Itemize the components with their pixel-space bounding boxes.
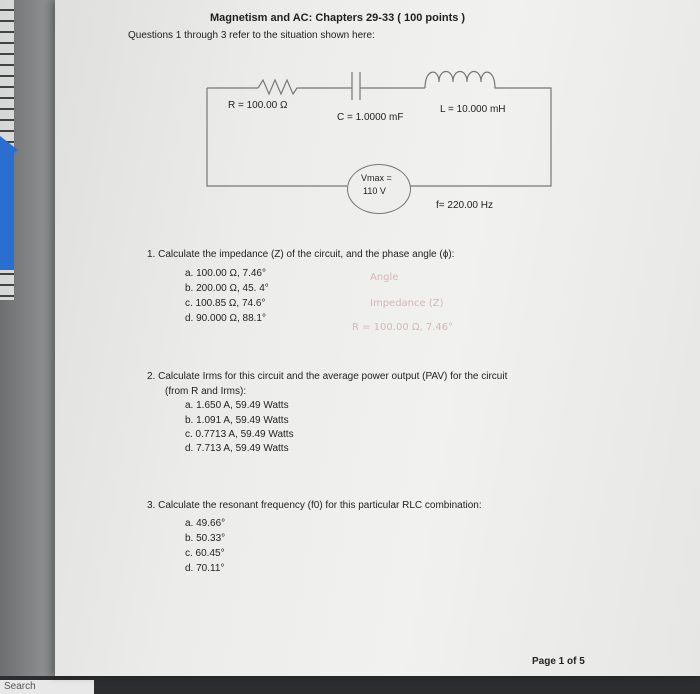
inductor-icon (425, 72, 520, 89)
pencil-note-2: Impedance (Z) (370, 298, 444, 309)
capacitor-icon (345, 72, 425, 100)
resistor-icon (258, 80, 345, 94)
q1-option-c: c. 100.85 Ω, 74.6° (185, 298, 266, 309)
pencil-note-1: Angle (370, 272, 399, 283)
wire-right (409, 88, 551, 186)
q2-option-c: c. 0.7713 A, 59.49 Watts (185, 429, 294, 440)
page-number: Page 1 of 5 (532, 656, 585, 667)
question-2-cont: (from R and Irms): (165, 386, 247, 397)
question-1: 1. Calculate the impedance (Z) of the circuit, and the phase angle (ϕ): (147, 249, 455, 260)
q3-option-a: a. 49.66° (185, 518, 226, 529)
q2-option-a: a. 1.650 A, 59.49 Watts (185, 400, 289, 411)
source-label-1: Vmax = (361, 173, 392, 183)
taskbar (0, 676, 700, 694)
pencil-note-3: R = 100.00 Ω, 7.46° (352, 322, 454, 333)
q3-option-b: b. 50.33° (185, 533, 226, 544)
q2-option-b: b. 1.091 A, 59.49 Watts (185, 415, 289, 426)
question-2: 2. Calculate Irms for this circuit and the average power output (PAV) for the circuit (147, 371, 508, 382)
sheet-title: Magnetism and AC: Chapters 29-33 ( 100 points ) (210, 12, 466, 24)
q3-option-c: c. 60.45° (185, 548, 225, 559)
inductor-label: L = 10.000 mH (440, 104, 506, 115)
q1-option-a: a. 100.00 Ω, 7.46° (185, 268, 266, 279)
q2-option-d: d. 7.713 A, 59.49 Watts (185, 443, 289, 454)
sheet-intro: Questions 1 through 3 refer to the situation shown here: (128, 30, 375, 41)
question-3: 3. Calculate the resonant frequency (f0) for this particular RLC combination: (147, 500, 482, 511)
q1-option-b: b. 200.00 Ω, 45. 4° (185, 283, 269, 294)
resistor-label: R = 100.00 Ω (228, 100, 288, 111)
circuit-diagram (0, 0, 700, 260)
source-label-2: 110 V (363, 186, 386, 196)
taskbar-search[interactable]: Search (0, 680, 94, 694)
q1-option-d: d. 90.000 Ω, 88.1° (185, 313, 266, 324)
q3-option-d: d. 70.11° (185, 563, 225, 574)
frequency-label: f= 220.00 Hz (436, 200, 493, 211)
capacitor-label: C = 1.0000 mF (337, 112, 404, 123)
